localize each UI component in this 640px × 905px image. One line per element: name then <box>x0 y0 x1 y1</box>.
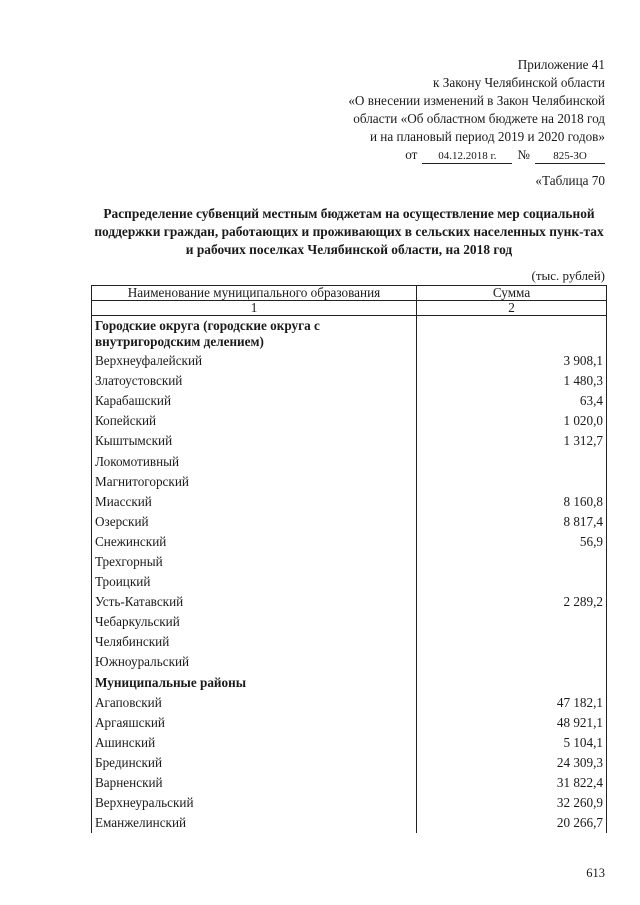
municipality-name: Верхнеуфалейский <box>92 351 417 371</box>
document-title: Распределение субвенций местным бюджетам на осуществление мер социальной поддержки граждан, работающих и проживающих в сельских населенных пунк-тах и рабочих поселках Челябинской области, на 2018 год <box>94 206 604 257</box>
section-row-municipal-districts <box>92 673 607 693</box>
section-title: Городские округа (городские округа с внутригородским делением) <box>92 316 417 352</box>
section-title: Муниципальные районы <box>92 673 417 693</box>
law-date-number <box>348 146 605 164</box>
subvention-amount: 47 182,1 <box>417 693 607 713</box>
annex-line: области «Об областном бюджете на 2018 год <box>353 111 605 126</box>
column-number: 1 <box>92 301 417 316</box>
table-row <box>92 431 607 451</box>
subvention-amount: 8 817,4 <box>417 512 607 532</box>
subvention-amount <box>417 612 607 632</box>
column-header-sum: Сумма <box>417 286 607 301</box>
municipality-name: Карабашский <box>92 391 417 411</box>
column-header-name: Наименование муниципального образования <box>92 286 417 301</box>
municipality-name: Ашинский <box>92 733 417 753</box>
table-row <box>92 693 607 713</box>
table-row <box>92 512 607 532</box>
number-prefix: № <box>517 147 530 162</box>
subvention-amount <box>417 652 607 672</box>
subvention-amount: 2 289,2 <box>417 592 607 612</box>
annex-line: Приложение 41 <box>517 57 605 72</box>
subvention-amount <box>417 451 607 471</box>
subvention-amount: 56,9 <box>417 532 607 552</box>
municipality-name: Копейский <box>92 411 417 431</box>
annex-header <box>348 56 605 164</box>
municipality-name: Челябинский <box>92 632 417 652</box>
table-row <box>92 813 607 833</box>
table-row <box>92 552 607 572</box>
subvention-amount: 32 260,9 <box>417 793 607 813</box>
municipality-name: Локомотивный <box>92 451 417 471</box>
municipality-name: Аргаяшский <box>92 713 417 733</box>
annex-line: и на плановый период 2019 и 2020 годов» <box>369 129 605 144</box>
column-number-row <box>92 301 607 316</box>
table-header-row <box>92 286 607 301</box>
subvention-amount <box>417 572 607 592</box>
subvention-table <box>91 285 607 833</box>
section-value <box>417 673 607 693</box>
table-row <box>92 713 607 733</box>
table-row <box>92 793 607 813</box>
section-value <box>417 316 607 352</box>
table-row <box>92 592 607 612</box>
table-row <box>92 451 607 471</box>
law-date: 04.12.2018 г. <box>422 149 512 164</box>
subvention-amount: 3 908,1 <box>417 351 607 371</box>
subvention-amount: 48 921,1 <box>417 713 607 733</box>
table-row <box>92 492 607 512</box>
municipality-name: Усть-Катавский <box>92 592 417 612</box>
page-number: 613 <box>586 866 605 880</box>
table-row <box>92 572 607 592</box>
municipality-name: Агаповский <box>92 693 417 713</box>
table-row <box>92 351 607 371</box>
table-row <box>92 652 607 672</box>
column-number: 2 <box>417 301 607 316</box>
table-row <box>92 472 607 492</box>
subvention-amount: 8 160,8 <box>417 492 607 512</box>
subvention-amount: 5 104,1 <box>417 733 607 753</box>
municipality-name: Брединский <box>92 753 417 773</box>
municipality-name: Снежинский <box>92 532 417 552</box>
municipality-name: Озерский <box>92 512 417 532</box>
subvention-amount <box>417 552 607 572</box>
municipality-name: Варненский <box>92 773 417 793</box>
subvention-amount: 1 312,7 <box>417 431 607 451</box>
subvention-amount <box>417 472 607 492</box>
date-prefix: от <box>405 147 418 162</box>
subvention-amount: 1 480,3 <box>417 371 607 391</box>
table-row <box>92 612 607 632</box>
table-row <box>92 753 607 773</box>
table-row <box>92 391 607 411</box>
municipality-name: Троицкий <box>92 572 417 592</box>
annex-line: «О внесении изменений в Закон Челябинской <box>348 93 605 108</box>
subvention-amount: 31 822,4 <box>417 773 607 793</box>
table-row <box>92 532 607 552</box>
municipality-name: Верхнеуральский <box>92 793 417 813</box>
municipality-name: Златоустовский <box>92 371 417 391</box>
section-row-urban-districts <box>92 316 607 352</box>
subvention-amount <box>417 632 607 652</box>
table-row <box>92 411 607 431</box>
municipality-name: Трехгорный <box>92 552 417 572</box>
subvention-amount: 24 309,3 <box>417 753 607 773</box>
municipality-name: Южноуральский <box>92 652 417 672</box>
law-number: 825-ЗО <box>535 149 605 164</box>
municipality-name: Кыштымский <box>92 431 417 451</box>
subvention-amount: 63,4 <box>417 391 607 411</box>
municipality-name: Еманжелинский <box>92 813 417 833</box>
subvention-amount: 20 266,7 <box>417 813 607 833</box>
table-body <box>92 316 607 834</box>
subvention-amount: 1 020,0 <box>417 411 607 431</box>
table-row <box>92 632 607 652</box>
annex-line: к Закону Челябинской области <box>433 75 605 90</box>
table-row <box>92 773 607 793</box>
table-row <box>92 371 607 391</box>
table-row <box>92 733 607 753</box>
municipality-name: Чебаркульский <box>92 612 417 632</box>
units-label: (тыс. рублей) <box>531 268 605 283</box>
table-reference: «Таблица 70 <box>535 173 605 188</box>
municipality-name: Магнитогорский <box>92 472 417 492</box>
municipality-name: Миасский <box>92 492 417 512</box>
